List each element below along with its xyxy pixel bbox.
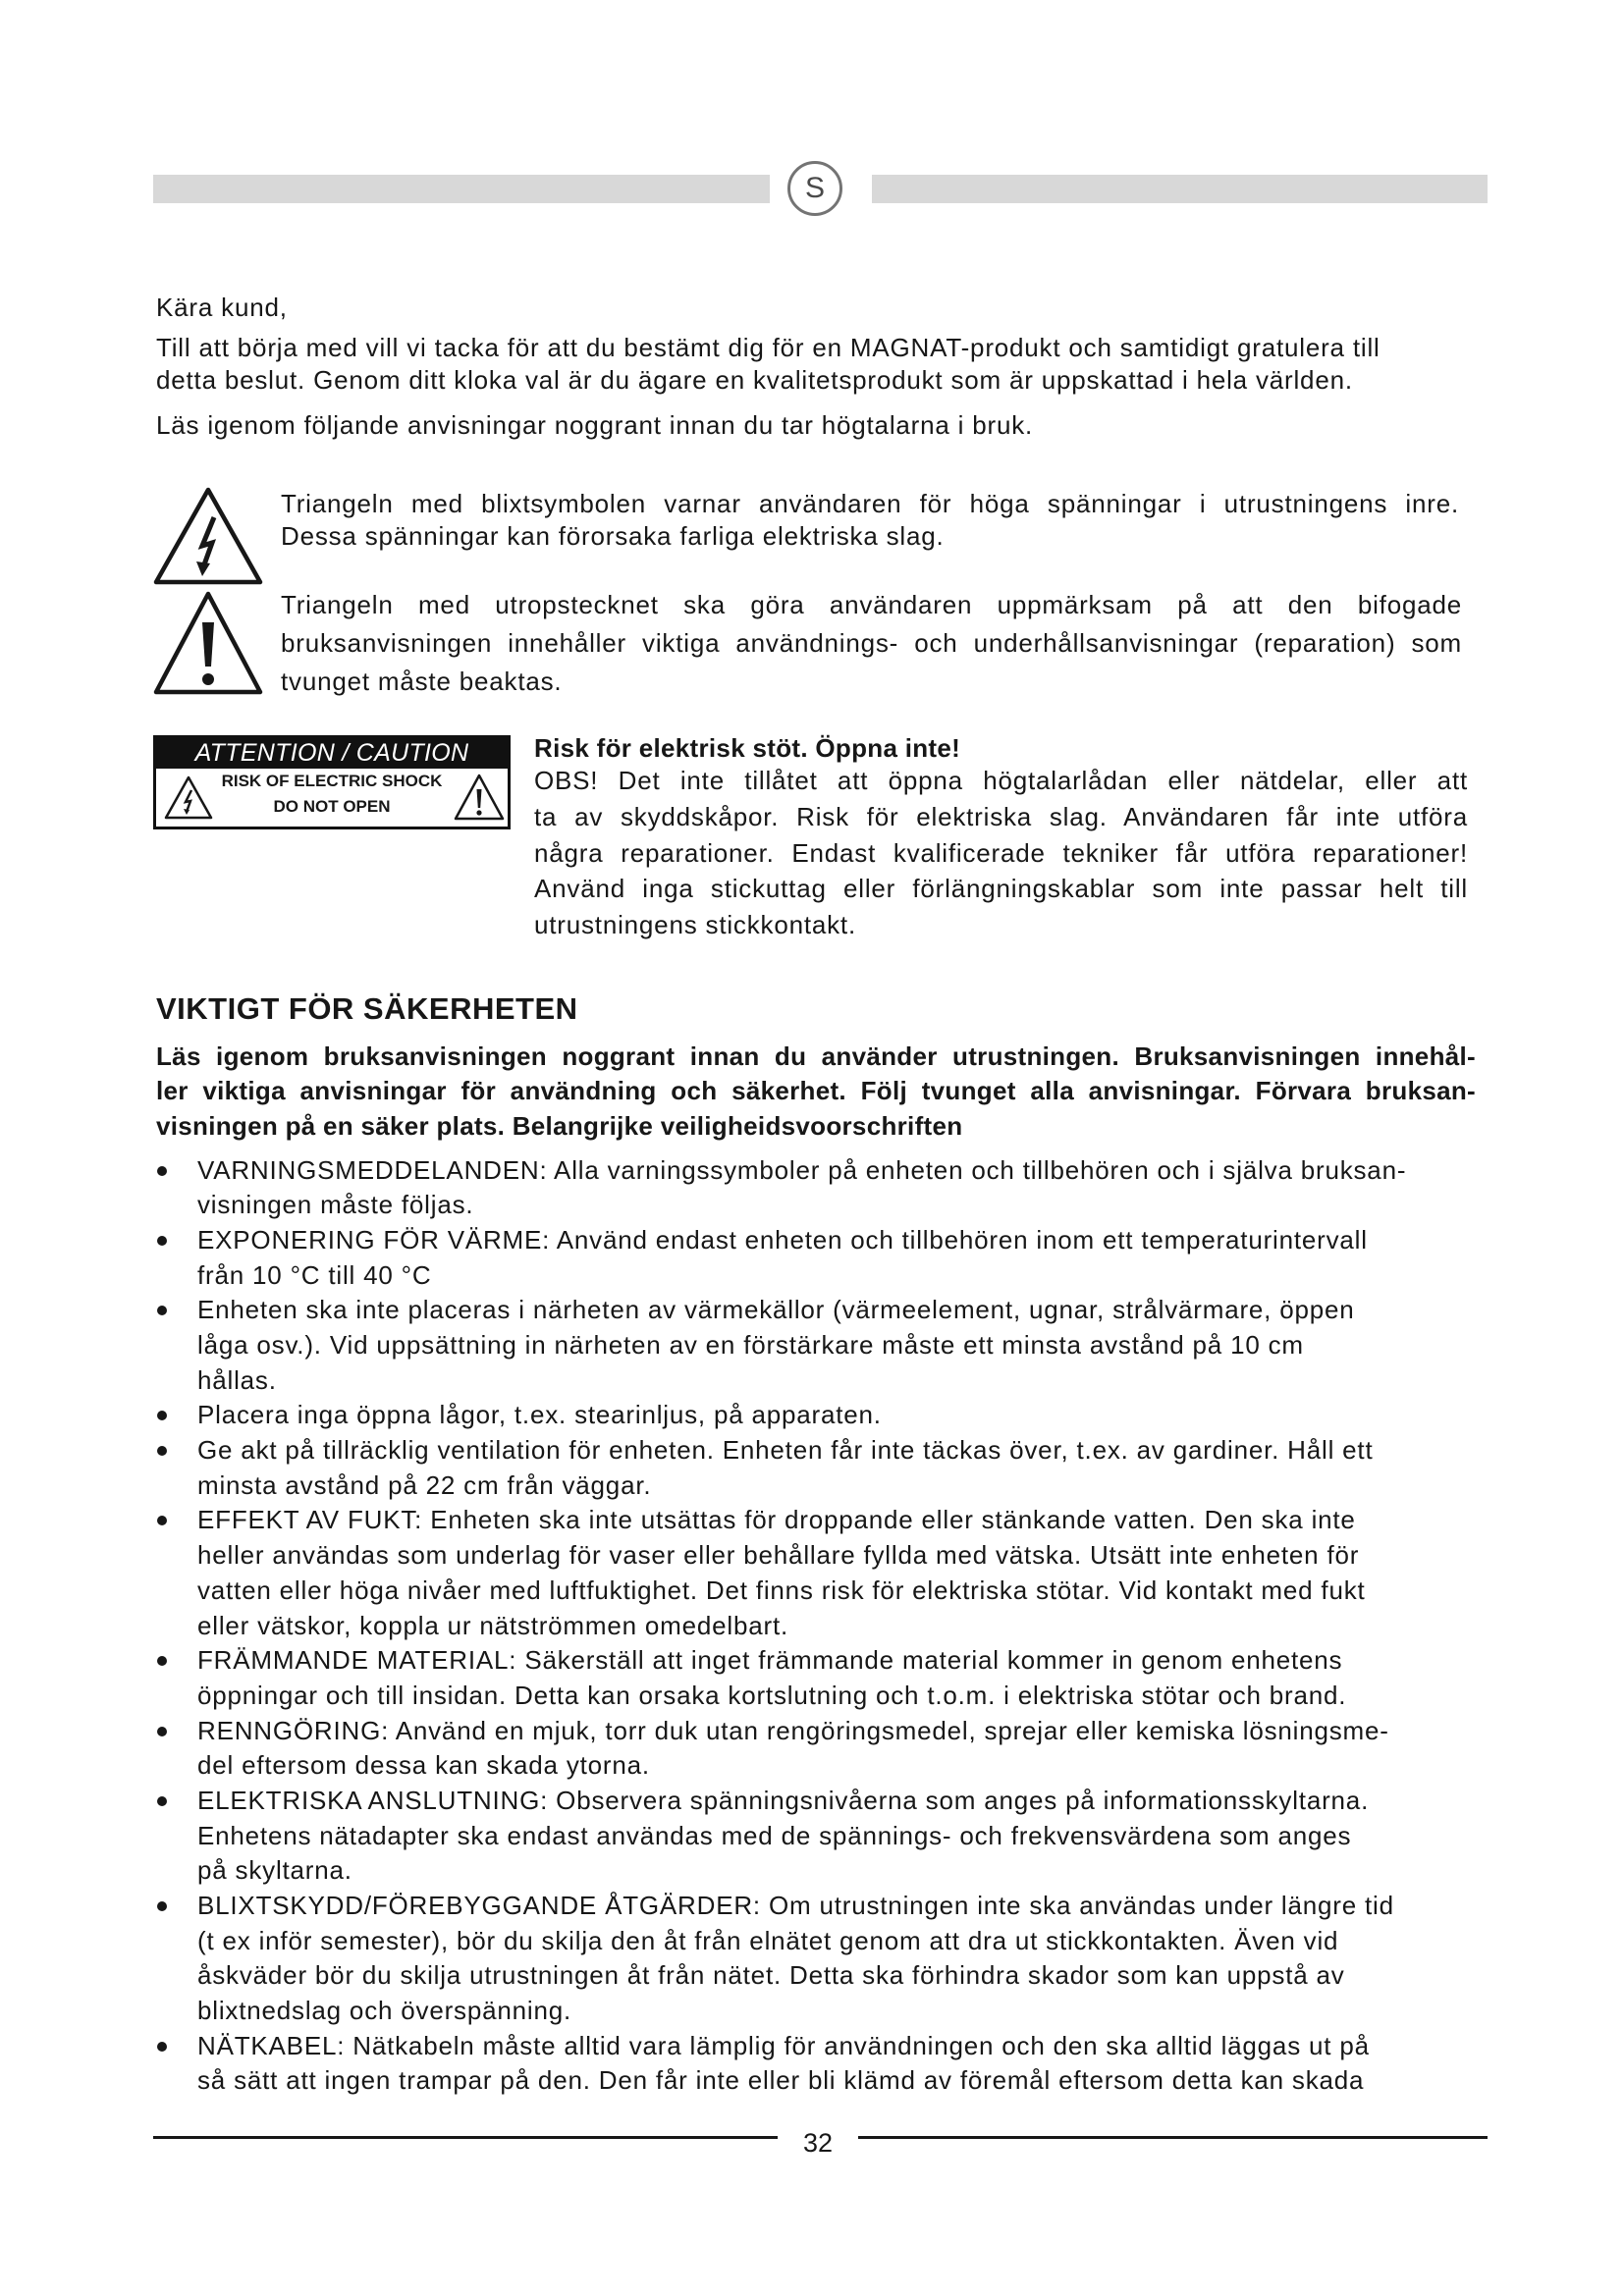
bullet-text [197,1714,1488,1784]
text-line: öppningar och till insidan. Detta kan orsaka kortslutning och t.o.m. i elektriska stötar och brand. [197,1680,1347,1710]
lightning-warning-text [281,488,1459,553]
text-line: låga osv.). Vid uppsättning in närheten av en förstärkare måste ett minsta avstånd på 10 cm [197,1330,1304,1361]
bullet-icon [157,1796,167,1806]
caution-label-line: RISK OF ELECTRIC SHOCK [221,772,443,790]
text-line: vatten eller höga nivåer med luftfuktighet. Det finns risk för elektriska stötar. Vid kontakt med fukt [197,1575,1366,1605]
bullet-item [156,1784,1488,1889]
exclamation-warning-text [281,586,1462,701]
intro-instruction: Läs igenom följande anvisningar noggrant innan du tar högtalarna i bruk. [156,410,1034,440]
text-line: Placera inga öppna lågor, t.ex. stearinljus, på apparaten. [197,1400,882,1430]
text-line: OBS! Det inte tillåtet att öppna högtalarlådan eller nätdelar, eller att [534,766,1468,795]
text-line: detta beslut. Genom ditt kloka val är du ägare en kvalitetsprodukt som är uppskattad i hela världen. [156,365,1353,395]
safety-intro-paragraph [156,1040,1476,1144]
bullet-icon [157,1727,167,1736]
text-line: Ge akt på tillräcklig ventilation för enheten. Enheten får inte täckas över, t.ex. av gardiner. Håll ett [197,1435,1374,1466]
bullet-text [197,1223,1488,1293]
text-line: utrustningens stickkontakt. [534,910,856,940]
text-line: BLIXTSKYDD/FÖREBYGGANDE ÅTGÄRDER: Om utrustningen inte ska användas under längre tid [197,1891,1394,1921]
text-line: hållas. [197,1364,277,1395]
bullet-text [197,1643,1488,1713]
text-line: NÄTKABEL: Nätkabeln måste alltid vara lämplig för användningen och den ska alltid läggas ut på [197,2030,1370,2060]
text-line: ELEKTRISKA ANSLUTNING: Observera spänningsnivåerna som anges på informationsskyltarna. [197,1785,1370,1815]
text-line: Använd inga stickuttag eller förlängningskablar som inte passar helt till [534,874,1468,904]
language-badge: S [787,161,842,216]
bullet-text [197,1433,1488,1503]
bullet-item [156,2029,1488,2099]
text-line: från 10 °C till 40 °C [197,1259,432,1290]
bullet-text [197,1889,1488,2029]
text-line: ler viktiga anvisningar för användning och säkerhet. Följ tvunget alla anvisningar. Förvara bruksan- [156,1076,1476,1106]
text-line: Enheten ska inte placeras i närheten av värmekällor (värmeelement, ugnar, strålvärmare, öppen [197,1295,1355,1325]
text-line: så sätt att ingen trampar på den. Den får inte eller bli klämd av föremål eftersom detta kan skada [197,2065,1365,2096]
bullet-text [197,1293,1488,1398]
bullet-item [156,1293,1488,1398]
bullet-icon [157,1446,167,1456]
text-line: Till att börja med vill vi tacka för att du bestämt dig för en MAGNAT-produkt och samtidigt gratulera till [156,333,1380,362]
text-line: Dessa spänningar kan förorsaka farliga elektriska slag. [281,521,945,551]
text-line: Triangeln med utropstecknet ska göra användaren uppmärksam på att den bifogade [281,590,1462,619]
text-line: visningen på en säker plats. Belangrijke veiligheidsvoorschriften [156,1110,963,1141]
text-line: bruksanvisningen innehåller viktiga användnings- och underhållsanvisningar (reparation) som [281,628,1462,659]
bullet-text [197,1503,1488,1643]
bullet-text [197,1398,1488,1433]
bullet-item [156,1223,1488,1293]
bullet-icon [157,1236,167,1246]
page-number: 32 [802,2128,834,2158]
bullet-text [197,2029,1488,2099]
safety-bullet-list [156,1153,1488,2100]
caution-label [153,735,511,829]
text-line: EFFEKT AV FUKT: Enheten ska inte utsättas för droppande eller stänkande vatten. Den ska inte [197,1505,1356,1535]
text-line: tvunget måste beaktas. [281,667,563,697]
bullet-icon [157,1411,167,1420]
text-line: Läs igenom bruksanvisningen noggrant innan du använder utrustningen. Bruksanvisningen innehål- [156,1041,1476,1071]
bullet-item [156,1433,1488,1503]
text-line: några reparationer. Endast kvalificerade tekniker får utföra reparationer! [534,837,1468,868]
exclamation-dot [202,673,214,685]
footer-rule-right [858,2136,1488,2139]
lightning-warning-icon [151,485,265,587]
bullet-icon [157,1516,167,1525]
section-heading: VIKTIGT FÖR SÄKERHETEN [156,991,578,1026]
text-line: heller användas som underlag för vaser eller behållare fyllda med vätska. Utsätt inte enheten för [197,1540,1360,1571]
text-line: eller vätskor, koppla ur nätströmmen omedelbart. [197,1610,788,1640]
text-line: ta av skyddskåpor. Risk för elektriska slag. Användaren får inte utföra [534,801,1468,831]
text-line: VARNINGSMEDDELANDEN: Alla varningssymboler på enheten och tillbehören och i själva bruksan- [197,1154,1407,1185]
caution-label-line: DO NOT OPEN [273,797,391,816]
text-line: Enhetens nätadapter ska endast användas med de spännings- och frekvensvärdena som anges [197,1820,1352,1850]
caution-label-title: ATTENTION / CAUTION [156,738,508,769]
text-line: EXPONERING FÖR VÄRME: Använd endast enheten och tillbehören inom ett temperaturintervall [197,1224,1368,1255]
exclamation-warning-icon [151,589,265,697]
text-line: minsta avstånd på 22 cm från väggar. [197,1469,652,1500]
bullet-icon [157,1166,167,1176]
greeting: Kära kund, [156,293,288,322]
bullet-icon [157,1901,167,1911]
bullet-item [156,1714,1488,1784]
risk-paragraph [534,763,1468,943]
bullet-item [156,1503,1488,1643]
exclamation-dot [476,810,481,815]
text-line: RENNGÖRING: Använd en mjuk, torr duk utan rengöringsmedel, sprejar eller kemiska lösningsme- [197,1715,1389,1745]
exclamation-warning-icon [454,773,505,822]
text-line: (t ex inför semester), bör du skilja den åt från elnätet genom att dra ut stickkontakten. Även vid [197,1925,1339,1955]
text-line: del eftersom dessa kan skada ytorna. [197,1750,650,1781]
bullet-item [156,1398,1488,1433]
bullet-icon [157,1306,167,1315]
text-line: på skyltarna. [197,1855,352,1886]
text-line: visningen måste följas. [197,1190,474,1220]
bullet-item [156,1643,1488,1713]
bullet-text [197,1153,1488,1223]
footer-rule-left [153,2136,778,2139]
bullet-text [197,1784,1488,1889]
text-line: Triangeln med blixtsymbolen varnar användaren för höga spänningar i utrustningens inre. [281,489,1459,518]
bullet-icon [157,2042,167,2052]
text-line: åskväder bör du skilja utrustningen åt från nätet. Detta ska förhindra skador som kan uppstå av [197,1960,1345,1991]
risk-heading: Risk för elektrisk stöt. Öppna inte! [534,733,961,763]
bullet-icon [157,1656,167,1666]
bullet-item [156,1153,1488,1223]
intro-paragraph [156,332,1380,397]
text-line: blixtnedslag och överspänning. [197,1996,572,2026]
bullet-item [156,1889,1488,2029]
text-line: FRÄMMANDE MATERIAL: Säkerställ att inget främmande material kommer in genom enhetens [197,1645,1343,1676]
